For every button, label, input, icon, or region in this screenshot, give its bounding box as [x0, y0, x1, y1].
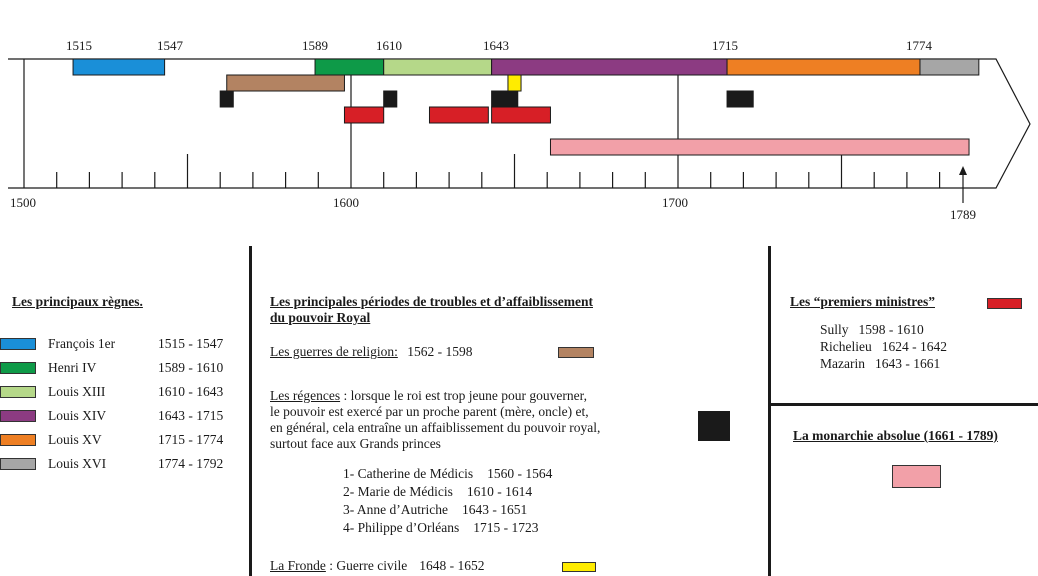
regent-dates: 1715 - 1723	[473, 520, 539, 535]
fronde-text: : Guerre civile	[325, 558, 408, 573]
regencies-line2: le pouvoir est exercé par un proche parent (mère, oncle) et,	[270, 404, 589, 419]
regent-row	[343, 520, 538, 536]
top-year-1715: 1715	[712, 38, 738, 53]
religion-swatch	[558, 347, 594, 358]
minister-name: Richelieu	[820, 339, 872, 354]
reign-name: Louis XV	[48, 432, 102, 447]
reign-dates: 1715 - 1774	[158, 432, 224, 447]
minister-bar-0	[344, 107, 383, 123]
absolute-title: La monarchie absolue (1661 - 1789)	[793, 428, 998, 443]
minister-row	[820, 322, 924, 338]
minister-name: Sully	[820, 322, 849, 337]
reign-swatch-francois	[0, 338, 36, 350]
minister-swatch	[987, 298, 1022, 309]
reign-name: François 1er	[48, 336, 116, 351]
axis-label-1600: 1600	[333, 195, 359, 210]
absolute-panel	[772, 428, 1038, 528]
column-divider-2	[768, 246, 771, 576]
reign-dates: 1643 - 1715	[158, 408, 224, 423]
regency-mark-0	[220, 91, 233, 107]
troubles-panel	[270, 294, 765, 576]
fronde-dates: 1648 - 1652	[419, 558, 485, 573]
minister-row	[820, 356, 940, 372]
arrow-label-1789: 1789	[950, 207, 976, 222]
fronde-label: La Fronde	[270, 558, 326, 573]
reign-dates: 1610 - 1643	[158, 384, 224, 399]
fronde-swatch	[562, 562, 596, 572]
top-year-1774: 1774	[906, 38, 932, 53]
absolute-bar	[550, 139, 969, 155]
column-divider-1	[249, 246, 252, 576]
ministers-title: Les “premiers ministres”	[790, 294, 935, 309]
minister-dates: 1643 - 1661	[874, 356, 941, 371]
ministers-panel	[772, 294, 1038, 394]
regencies-label: Les régences	[270, 388, 341, 403]
regent-name: 1- Catherine de Médicis	[343, 466, 474, 481]
reign-dates: 1589 - 1610	[158, 360, 224, 375]
reign-dates: 1515 - 1547	[158, 336, 224, 351]
reigns-title: Les principaux règnes.	[12, 294, 143, 309]
reign-swatch-henri	[0, 362, 36, 374]
axis-label-1700: 1700	[662, 195, 688, 210]
regency-swatch	[698, 411, 730, 441]
regencies-line3: en général, cela entraîne un affaiblissement du pouvoir royal,	[270, 420, 601, 435]
troubles-title-line1: Les principales périodes de troubles et d’affaiblissement	[270, 294, 593, 309]
minister-dates: 1598 - 1610	[858, 322, 924, 337]
arrow-1789-head	[959, 166, 967, 175]
reign-bar-2	[384, 59, 492, 75]
reign-name: Henri IV	[48, 360, 97, 375]
minister-bar-2	[492, 107, 551, 123]
religion-line	[270, 344, 472, 360]
fronde-bar	[508, 75, 521, 91]
religion-bar	[227, 75, 345, 91]
top-year-1643: 1643	[483, 38, 509, 53]
reign-bar-4	[727, 59, 920, 75]
reign-bar-0	[73, 59, 165, 75]
regency-mark-3	[727, 91, 753, 107]
reign-name: Louis XVI	[48, 456, 107, 471]
top-year-1610: 1610	[376, 38, 402, 53]
regent-dates: 1643 - 1651	[461, 502, 528, 517]
minister-name: Mazarin	[820, 356, 865, 371]
reign-swatch-louis15	[0, 434, 36, 446]
regent-name: 3- Anne d’Autriche	[343, 502, 448, 517]
minister-dates: 1624 - 1642	[881, 339, 947, 354]
top-year-1515: 1515	[66, 38, 92, 53]
top-year-1547: 1547	[157, 38, 183, 53]
regencies-line4: surtout face aux Grands princes	[270, 436, 441, 451]
regency-mark-1	[384, 91, 397, 107]
reign-bar-1	[315, 59, 384, 75]
regent-name: 4- Philippe d’Orléans	[343, 520, 460, 535]
fronde-line	[270, 558, 484, 574]
regencies-text1: : lorsque le roi est trop jeune pour gouverner,	[340, 388, 587, 403]
regencies-line1	[270, 388, 587, 404]
reign-name: Louis XIII	[48, 384, 106, 399]
reign-swatch-louis14	[0, 410, 36, 422]
regency-mark-2	[492, 91, 518, 107]
regent-row	[343, 502, 527, 518]
top-year-1589: 1589	[302, 38, 328, 53]
reign-dates: 1774 - 1792	[158, 456, 224, 471]
reign-bar-3	[492, 59, 727, 75]
right-panel-divider	[770, 403, 1038, 406]
regent-row	[343, 484, 532, 500]
timeline-diagram	[0, 0, 1038, 240]
absolute-swatch	[892, 465, 941, 488]
reign-swatch-louis13	[0, 386, 36, 398]
reign-bar-5	[920, 59, 979, 75]
religion-dates: 1562 - 1598	[407, 344, 473, 359]
regent-dates: 1610 - 1614	[466, 484, 533, 499]
reign-name: Louis XIV	[48, 408, 107, 423]
religion-label: Les guerres de religion:	[270, 344, 398, 359]
regent-row	[343, 466, 552, 482]
reigns-panel	[0, 294, 248, 494]
minister-bar-1	[429, 107, 488, 123]
regent-name: 2- Marie de Médicis	[343, 484, 453, 499]
regent-dates: 1560 - 1564	[487, 466, 553, 481]
axis-label-1500: 1500	[10, 195, 36, 210]
minister-row	[820, 339, 947, 355]
troubles-title-line2: du pouvoir Royal	[270, 310, 371, 325]
reign-swatch-louis16	[0, 458, 36, 470]
